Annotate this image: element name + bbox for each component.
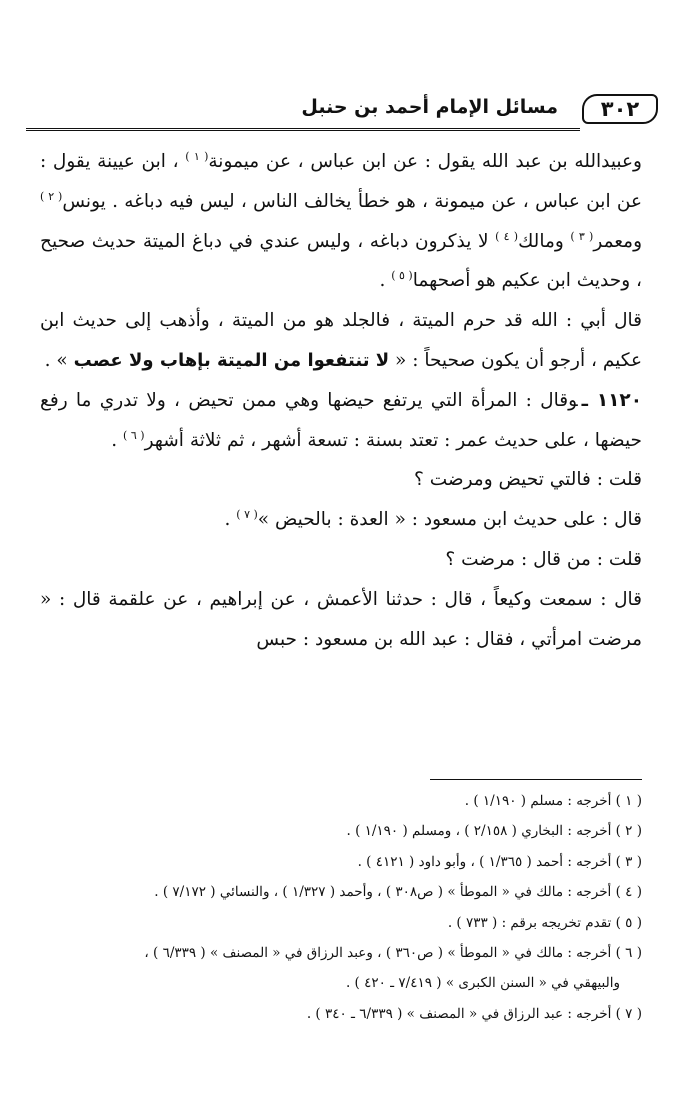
text-run: . (111, 429, 124, 451)
footnote-7: ( ٧ ) أخرجه : عبد الرزاق في « المصنف » ( ٦/٣٣٩ ـ ٣٤٠ ) . (306, 1005, 642, 1022)
text-run: ومعمر (593, 230, 643, 252)
page-header (26, 92, 658, 132)
footnote-ref-7: ( ٧ ) (236, 508, 258, 522)
text-run: ، ابن عيينة يقول : عن ابن عباس ، عن ميمونة ، هو خطأ يخالف الناس ، ليس فيه دباغه . يونس (40, 151, 642, 212)
footnote-3: ( ٣ ) أخرجه : أحمد ( ١/٣٦٥ ) ، وأبو داود ( ٤١٢١ ) . (357, 853, 642, 870)
paragraph-4: قلت : فالتي تحيض ومرضت ؟ (414, 469, 642, 491)
issue-number: ١١٢٠ ـ (581, 389, 643, 411)
paragraph-6: قلت : من قال : مرضت ؟ (445, 548, 642, 570)
footnote-ref-1: ( ١ ) (185, 149, 209, 163)
text-run: قال أبي : الله قد حرم الميتة ، فالجلد هو من الميتة ، وأذهب إلى حديث ابن عكيم ، أرجو أن يكون صحيحاً : « (40, 310, 642, 371)
hadith-quote: لا تنتفعوا من الميتة بإهاب ولا عصب (73, 349, 390, 371)
footnote-6: ( ٦ ) أخرجه : مالك في « الموطأ » ( ص٣٦٠ ) ، وعبد الرزاق في « المصنف » ( ٦/٣٣٩ ) ، (144, 945, 642, 962)
text-run: وعبيدالله بن عبد الله يقول : عن ابن عباس ، عن ميمونة (208, 151, 642, 172)
footnote-ref-2: ( ٢ ) (40, 189, 63, 203)
footnote-2: ( ٢ ) أخرجه : البخاري ( ٢/١٥٨ ) ، ومسلم ( ١/١٩٠ ) . (346, 823, 642, 840)
footnote-6-continued: والبيهقي في « السنن الكبرى » ( ٧/٤١٩ ـ ٤٢٠ ) . (345, 975, 620, 992)
text-run: . (224, 509, 237, 531)
text-run: لا يذكرون دباغه ، وليس عندي في دباغ الميتة حديث صحيح ، وحديث ابن عكيم هو أصحهما (40, 230, 642, 292)
text-run: » . (44, 349, 74, 371)
paragraph-2 (40, 301, 642, 381)
text-run: وقال : المرأة التي يرتفع حيضها وهي ممن تحيض ، ولا تدري ما رفع حيضها ، على حديث عمر : تعتد بسنة : تسعة أشهر ، ثم ثلاثة أشهر (40, 389, 642, 451)
paragraph-7: قال : سمعت وكيعاً ، قال : حدثنا الأعمش ، عن إبراهيم ، عن علقمة قال : « مرضت امرأتي ، فقال : عبد الله بن مسعود : حبس (40, 588, 642, 650)
footnote-ref-6: ( ٦ ) (123, 428, 145, 442)
footnote-1: ( ١ ) أخرجه : مسلم ( ١/١٩٠ ) . (464, 793, 642, 809)
footnote-4: ( ٤ ) أخرجه : مالك في « الموطأ » ( ص٣٠٨ ) ، وأحمد ( ١/٣٢٧ ) ، والنسائي ( ٧/١٧٢ ) . (154, 884, 642, 901)
main-text (40, 142, 642, 659)
footnote-ref-5: ( ٥ ) (391, 269, 413, 283)
paragraph-3 (40, 381, 642, 461)
footnote-ref-3: ( ٣ ) (570, 229, 594, 243)
text-run: . (379, 270, 392, 292)
book-title: مسائل الإمام أحمد بن حنبل (301, 96, 558, 118)
footnote-separator (430, 779, 642, 780)
header-rule (26, 128, 580, 131)
paragraph-1 (40, 142, 642, 301)
footnote-ref-4: ( ٤ ) (495, 229, 519, 243)
footnotes (26, 786, 642, 1029)
paragraph-5 (40, 500, 642, 540)
text-run: ومالك (518, 230, 571, 252)
text-run: قال : على حديث ابن مسعود : « العدة : بالحيض » (257, 509, 642, 531)
page-number: ٣٠٢ (582, 94, 658, 124)
footnote-5: ( ٥ ) تقدم تخريجه برقم : ( ٧٣٣ ) . (447, 914, 642, 931)
